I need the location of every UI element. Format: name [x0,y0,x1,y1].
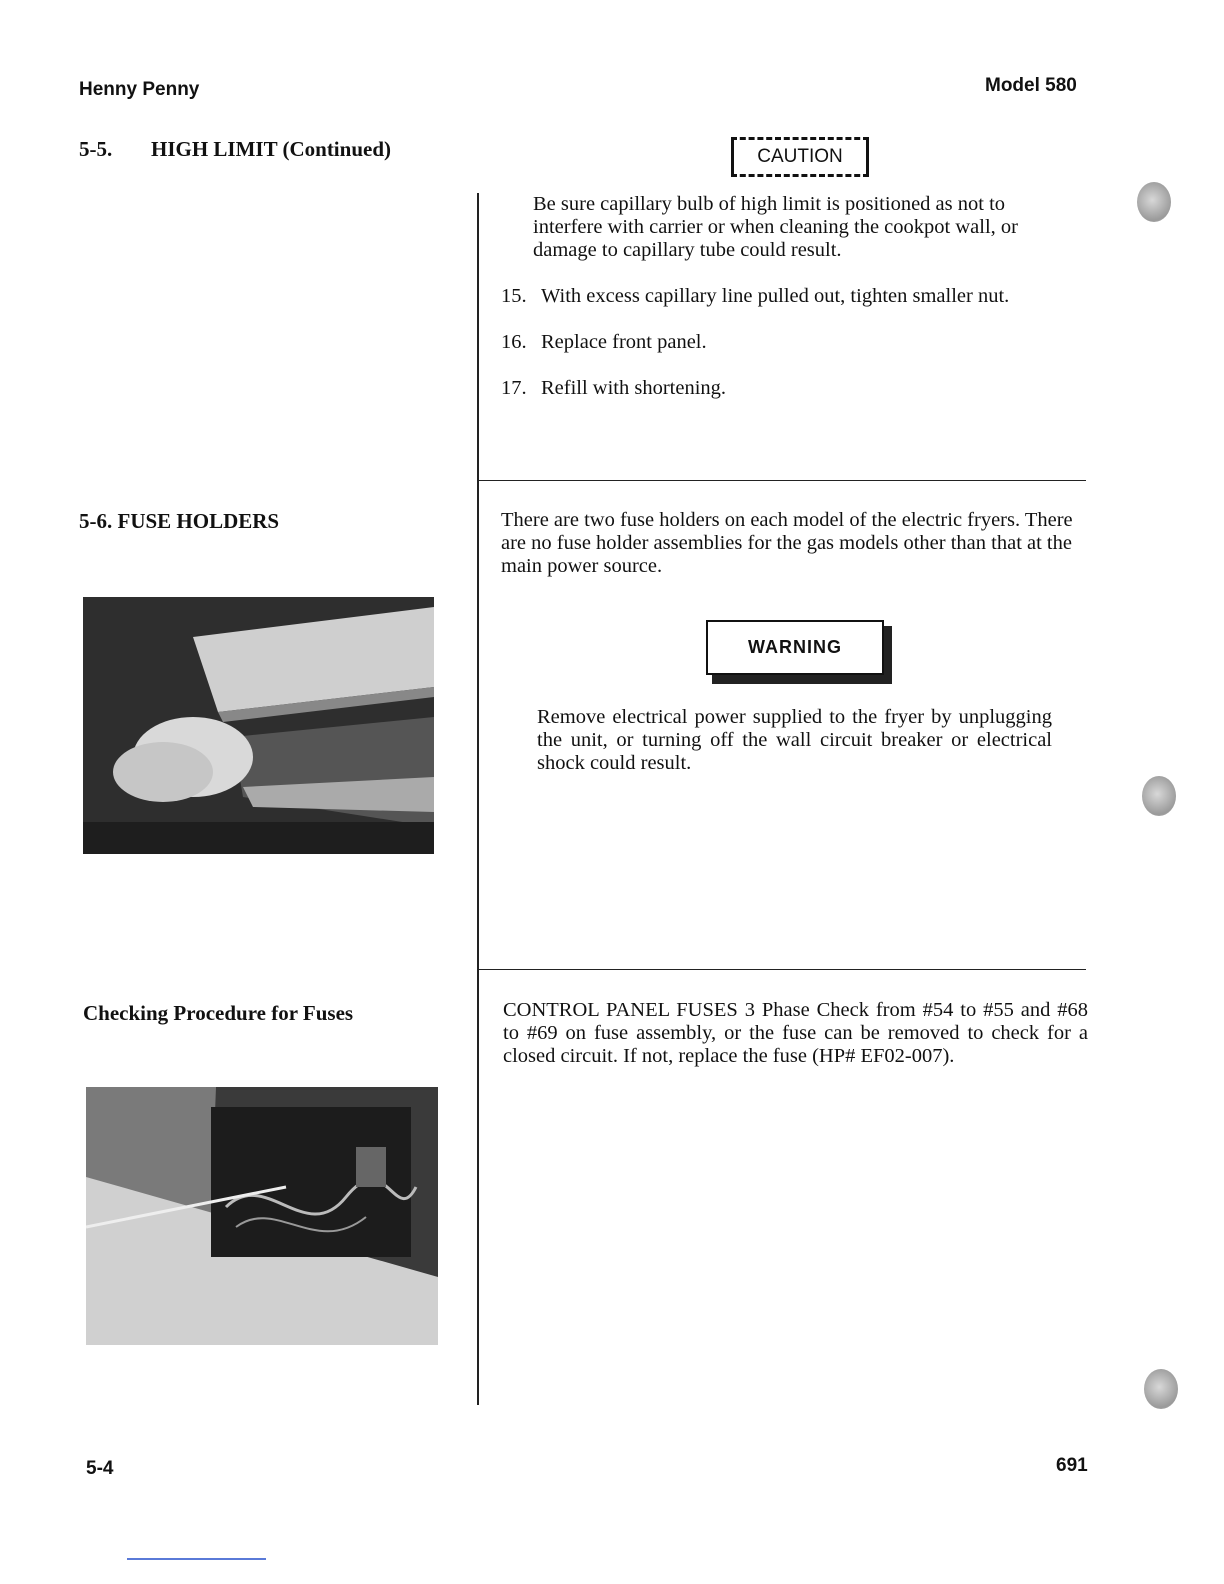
warning-box [706,620,892,684]
step-number: 15. [501,285,527,307]
checking-title: Checking Procedure for Fuses [83,1001,354,1025]
section-divider [479,969,1086,970]
step-item [501,377,1091,400]
fuse-assembly-photo-illustration [86,1087,438,1345]
punch-hole [1137,182,1171,222]
caution-text: Be sure capillary bulb of high limit is positioned as not to interfere with carrier or when cleaning the cookpot wall, or damage to capillary tube could result. [533,193,1018,261]
step-text: With excess capillary line pulled out, tighten smaller nut. [541,285,1010,307]
fuse-holder-photo [83,597,434,854]
step-number: 16. [501,331,527,353]
section-5-5-title: HIGH LIMIT (Continued) [151,137,391,161]
punch-hole [1142,776,1176,816]
step-text: Replace front panel. [541,331,707,353]
warning-label: WARNING [748,637,842,657]
header-left: Henny Penny [79,79,200,100]
step-list [501,285,1091,400]
step-item [501,285,1091,308]
warning-text: Remove electrical power supplied to the fryer by unplugging the unit, or turning off the wall circuit breaker or electrical shock could result. [537,706,1052,774]
footer-page-right: 691 [1056,1455,1088,1476]
punch-hole [1144,1369,1178,1409]
header-right: Model 580 [985,75,1077,96]
section-divider [479,480,1086,481]
fuse-holder-photo-illustration [83,597,434,854]
fuse-assembly-photo [86,1087,438,1345]
step-number: 17. [501,377,527,399]
section-5-6-title: 5-6. FUSE HOLDERS [79,509,280,533]
footer-page-left: 5-4 [86,1458,114,1479]
fuse-holders-intro: There are two fuse holders on each model of the electric fryers. There are no fuse holder assemblies for the gas models other than that at the main power source. [501,509,1073,577]
column-divider [477,193,479,1405]
step-item [501,331,1091,354]
step-text: Refill with shortening. [541,377,727,399]
section-5-5-number: 5-5. [79,137,113,161]
scan-artifact-line [127,1558,266,1560]
caution-box [731,137,869,177]
checking-text: CONTROL PANEL FUSES 3 Phase Check from #54 to #55 and #68 to #69 on fuse assembly, or the fuse can be removed to check for a closed circuit. If not, replace the fuse (HP# EF02-007). [503,999,1088,1067]
caution-label: CAUTION [757,146,843,167]
